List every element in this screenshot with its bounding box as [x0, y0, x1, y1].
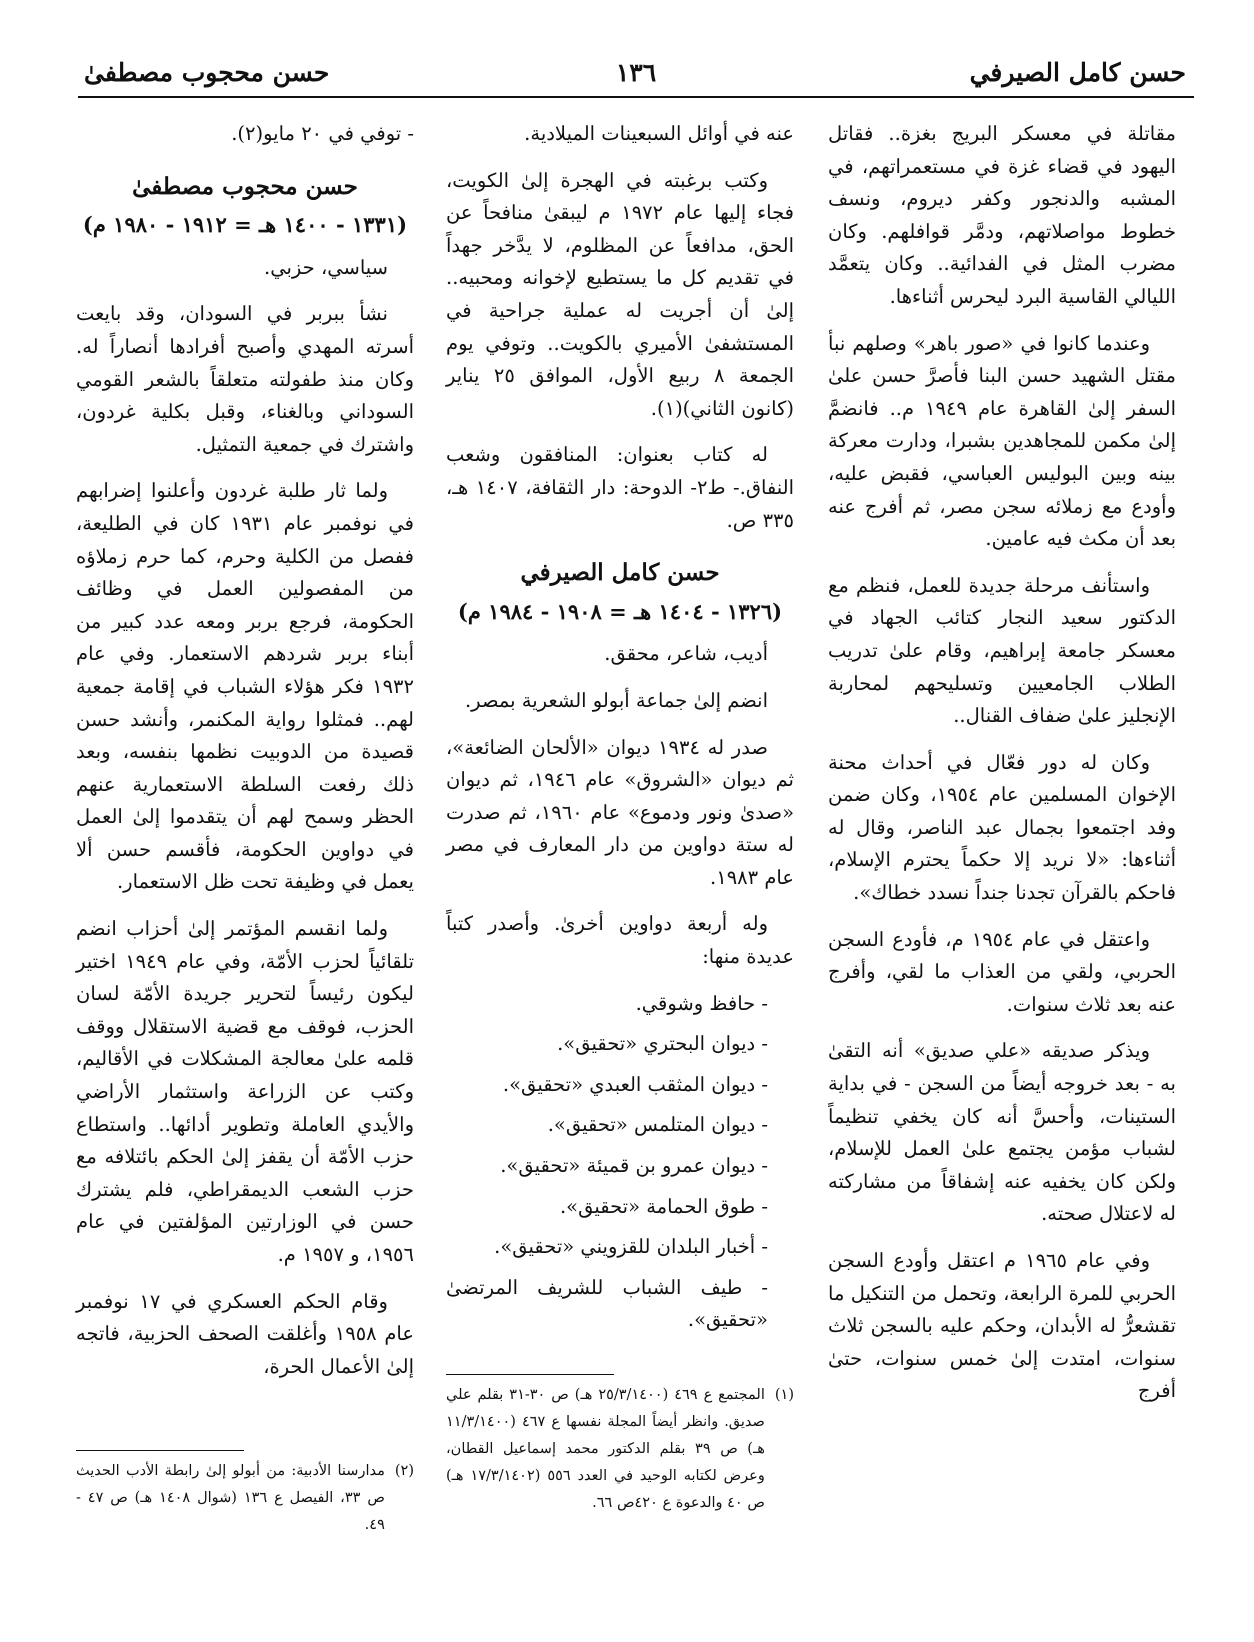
- running-title-left: حسن محجوب مصطفىٰ: [84, 58, 330, 87]
- entry-title: حسن كامل الصيرفي: [520, 559, 720, 587]
- footnote-text: المجتمع ع ٤٦٩ (٢٥/٣/١٤٠٠ هـ) ص ٣٠-٣١ بقلم علي صديق. وانظر أيضاً المجلة نفسها ع ٤٦٧ (١١/٣/١٤٠٠ هـ) ص ٣٩ بقلم الدكتور محمد إسماعيل القطان، وعرض لكتابه الوحيد في العدد ٥٥٦ (١٧/٣/١٤٠٢ هـ) ص ٤٠ والدعوة ع ٤٢٠ص ٦٦.: [446, 1387, 765, 1511]
- paragraph: له كتاب بعنوان: المنافقون وشعب النفاق.- ط٢- الدوحة: دار الثقافة، ١٤٠٧ هـ، ٣٣٥ ص.: [446, 443, 794, 532]
- list-item: - طيف الشباب للشريف المرتضىٰ «تحقيق».: [446, 1275, 768, 1332]
- list-item: - ديوان المتلمس «تحقيق».: [547, 1113, 768, 1137]
- paragraph: انضم إلىٰ جماعة أبولو الشعرية بمصر.: [464, 688, 768, 712]
- works-list: [446, 988, 794, 1337]
- paragraph: ولما انقسم المؤتمر إلىٰ أحزاب انضم تلقائياً لحزب الأمّة، وفي عام ١٩٤٩ اختير ليكون رئيساً لتحرير جريدة الأمّة لسان الحزب، فوقف مع قضية الاستقلال ووقف قلمه علىٰ معالجة المشكلات في الأقاليم، وكتب عن الزراعة واستثمار الأراضي والأيدي العاملة وتطوير أدائها.. واستطاع حزب الأمّة أن يقفز إلىٰ الحكم بائتلافه مع حزب الشعب الديمقراطي، فلم يشترك حسن في الوزارتين المؤلفتين في عام ١٩٥٦، و ١٩٥٧ م.: [76, 917, 415, 1266]
- paragraph: سياسي، حزبي.: [264, 255, 388, 279]
- paragraph: وله أربعة دواوين أخرىٰ. وأصدر كتباً عديدة منها:: [446, 912, 794, 969]
- paragraph: مقاتلة في معسكر البريج بغزة.. فقاتل اليهود في قضاء غزة في مستعمراتهم، في المشبه والدنجور وكفر ديروم، ونسف خطوط مواصلاتهم، ودمَّر قوافلهم. وكان مضرب المثل في الفدائية.. وكان يتعمَّد الليالي القاسية البرد ليحرس أثناءها.: [828, 122, 1176, 308]
- paragraph: أديب، شاعر، محقق.: [604, 642, 768, 666]
- paragraph: صدر له ١٩٣٤ ديوان «الألحان الضائعة»، ثم ديوان «الشروق» عام ١٩٤٦، ثم ديوان «صدىٰ ونور ودموع» عام ١٩٦٠، ثم صدرت له ستة دواوين من دار المعارف في مصر عام ١٩٨٣.: [446, 735, 794, 889]
- list-item: - حافظ وشوقي.: [635, 991, 768, 1015]
- entry-dates: (١٣٣١ - ١٤٠٠ هـ = ١٩١٢ - ١٩٨٠ م): [82, 212, 408, 238]
- footnote: [446, 1382, 794, 1517]
- page-number: ١٣٦: [615, 58, 657, 87]
- list-item: - ديوان المثقب العبدي «تحقيق».: [502, 1072, 768, 1096]
- list-item: - أخبار البلدان للقزويني «تحقيق».: [494, 1235, 768, 1259]
- footnote-left: [76, 1458, 414, 1539]
- paragraph: وكان له دور فعّال في أحداث محنة الإخوان المسلمين عام ١٩٥٤، وكان ضمن وفد اجتمعوا بجمال عبد الناصر، وقال له أثناءها: «لا نريد إلا حكماً يحترم الإسلام، فاحكم بالقرآن تجدنا جنداً نسدد خطاك».: [828, 750, 1176, 905]
- entry-title: حسن محجوب مصطفىٰ: [132, 172, 358, 200]
- footnote-number: (١): [774, 1387, 794, 1403]
- footnote-divider: [446, 1374, 614, 1375]
- paragraph: وقام الحكم العسكري في ١٧ نوفمبر عام ١٩٥٨ وأغلقت الصحف الحزبية، فاتجه إلىٰ الأعمال الحرة،: [76, 1289, 414, 1378]
- paragraph: وعندما كانوا في «صور باهر» وصلهم نبأ مقتل الشهيد حسن البنا فأصرَّ حسن علىٰ السفر إلىٰ القاهرة عام ١٩٤٩ م.. فانضمَّ إلىٰ مكمن للمجاهدين بشبرا، ودارت معركة بينه وبين البوليس العباسي، فقبض عليه، وأودع مع زملائه سجن مصر، ثم أفرج عنه بعد أن مكث فيه عامين.: [828, 331, 1176, 551]
- running-title-right: حسن كامل الصيرفي: [969, 58, 1186, 87]
- paragraph: ولما ثار طلبة غردون وأعلنوا إضرابهم في نوفمبر عام ١٩٣١ كان في الطليعة، ففصل من الكلية وحرم، كما حرم زملاؤه من المفصولين العمل في وظائف الحكومة، فرجع بربر ومعه عدد كبير من أبناء بربر شردهم الاستعمار. وفي عام ١٩٣٢ فكر هؤلاء الشباب في إقامة جمعية لهم.. فمثلوا رواية المكنمر، وأنشد حسن قصيدة من الدوبيت نظمها بنفسه، وبعد ذلك رفعت السلطة الاستعمارية عنهم الحظر وسمح لهم أن يتقدموا إلىٰ العمل في دواوين الحكومة، فأقسم حسن ألا يعمل في وظيفة تحت ظل الاستعمار.: [76, 479, 414, 894]
- list-item: - ديوان البحتري «تحقيق».: [557, 1032, 768, 1056]
- paragraph-continuation: - توفي في ٢٠ مايو(٢).: [231, 122, 414, 145]
- column-middle: [446, 118, 794, 1345]
- column-right: [828, 118, 1176, 1422]
- paragraph: ويذكر صديقه «علي صديق» أنه التقىٰ به - بعد خروجه أيضاً من السجن - في بداية الستينات، وأحسَّ أنه كان يخفي تنظيماً لشباب مؤمن يجتمع علىٰ العمل للإسلام، ولكن كان يخفيه عنه إشفاقاً من مشاركته له لاعتلال صحته.: [828, 1039, 1176, 1226]
- running-header: [78, 58, 1194, 98]
- footnote-number: (٢): [394, 1463, 414, 1479]
- paragraph: واستأنف مرحلة جديدة للعمل، فنظم مع الدكتور سعيد النجار كتائب الجهاد في معسكر جامعة إبراهيم، وقام علىٰ تدريب الطلاب الجامعيين وتسليحهم لمحاربة الإنجليز علىٰ ضفاف القنال..: [828, 573, 1176, 728]
- list-item: - طوق الحمامة «تحقيق».: [559, 1194, 768, 1218]
- paragraph: نشأ ببربر في السودان، وقد بايعت أسرته المهدي وأصبح أفرادها أنصاراً له. وكان منذ طفولته متعلقاً بالشعر القومي السوداني وبالغناء، وقبل بكلية غردون، واشترك في جمعية التمثيل.: [76, 302, 414, 456]
- paragraph: وكتب برغبته في الهجرة إلىٰ الكويت، فجاء إليها عام ١٩٧٢ م ليبقىٰ منافحاً عن الحق، مدافعاً عن المظلوم، لا يدَّخر جهداً في تقديم كل ما يستطيع لإخوانه ومحبيه.. إلىٰ أن أجريت له عملية جراحية في المستشفىٰ الأميري بالكويت.. وتوفي يوم الجمعة ٨ ربيع الأول، الموافق ٢٥ يناير (كانون الثاني)(١).: [446, 168, 795, 420]
- list-item: - ديوان عمرو بن قميئة «تحقيق».: [500, 1154, 768, 1178]
- footnote-middle: [446, 1382, 794, 1517]
- paragraph: واعتقل في عام ١٩٥٤ م، فأودع السجن الحربي، ولقي من العذاب ما لقي، وأفرج عنه بعد ثلاث سنوات.: [828, 927, 1176, 1016]
- column-left: [76, 118, 414, 1397]
- footnote-text: مدارسنا الأدبية: من أبولو إلىٰ رابطة الأدب الحديث ص ٣٣، الفيصل ع ١٣٦ (شوال ١٤٠٨ هـ) ص ٤٧ - ٤٩.: [76, 1463, 385, 1533]
- paragraph: وفي عام ١٩٦٥ م اعتقل وأودع السجن الحربي للمرة الرابعة، وتحمل من التنكيل ما تقشعرُّ له الأبدان، وحكم عليه بالسجن ثلاث سنوات، امتدت إلىٰ خمس سنوات، حتىٰ أفرج: [828, 1249, 1176, 1403]
- paragraph-continuation: عنه في أوائل السبعينات الميلادية.: [524, 122, 794, 145]
- footnote: [76, 1458, 414, 1539]
- entry-dates: (١٣٢٦ - ١٤٠٤ هـ = ١٩٠٨ - ١٩٨٤ م): [457, 598, 783, 624]
- footnote-divider: [76, 1450, 244, 1451]
